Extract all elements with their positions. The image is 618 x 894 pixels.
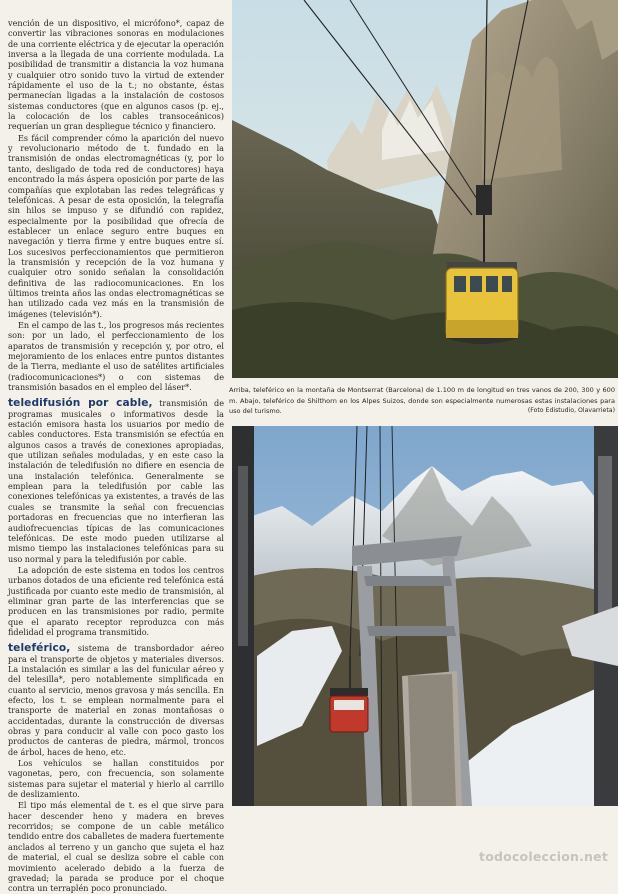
entry-text: transmisión de programas musicales o informativos desde la estación emisora hasta los usuarios por medio de cables conductores. Esta transmisión se efectúa en algunos casos a través de conexiones apropiadas, que utilizan señales moduladas, y en este caso la instalación de teledifusión no difiere en esencia de una instalación telefónica. Generalmente se emplean para la teledifusión por cable las conexiones telefónicas ya existentes, a través de las cuales se transmite la señal con frecuencias portadoras en frecuencias que no interfieran las audiofrecuencias típicas de las comunicaciones telefónicas. De este modo pueden utilizarse al mismo tiempo las instalaciones telefónicas para su uso normal y para la teledifusión por cable.: [8, 398, 225, 564]
photo-montserrat-cable-car: [232, 0, 618, 378]
entry-teledifusion: [8, 398, 224, 564]
watermark: todocoleccion.net: [479, 849, 608, 864]
article-paragraph: vención de un dispositivo, el micrófono*, capaz de convertir las vibraciones sonoras en modulaciones de una corriente eléctrica y de ejecutar la operación inversa a la llegada de una corriente modulada. La posibilidad de transmitir a distancia la voz humana y cualquier otro sonido tuvo la virtud de extender rápidamente el uso de la t.; no obstante, éstas permanecían ligadas a la instalación de costosos sistemas conductores (que en algunos casos (p. ej., la colocación de los cables transoceánicos) requerían un gran despliegue técnico y financiero.: [8, 18, 224, 132]
article-paragraph: La adopción de este sistema en todos los centros urbanos dotados de una eficiente red telefónica está justificada por cuanto este medio de transmisión, al eliminar gran parte de las interferencias que se producen en las transmisiones por radio, permite que el aparato receptor reproduzca con más fidelidad el programa transmitido.: [8, 564, 224, 637]
article-paragraph: En el campo de las t., los progresos más recientes son: por un lado, el perfeccionamiento de los aparatos de transmisión y recepción y, por otro, el mejoramiento de los enlaces entre puntos distantes de la Tierra, mediante el uso de satélites artificiales (radiocomunicaciones*) o con sistemas de transmisión basados en el empleo del láser*.: [8, 319, 224, 393]
caption-text: Arriba, teleférico en la montaña de Montserrat (Barcelona) de 1.100 m de longitud en tres vanos de 200, 300 y 600 m. Abajo, teleférico de Shilthorn en los Alpes Suizos, donde son especialmente numerosas estas instalaciones para uso del turismo.: [229, 386, 615, 415]
article-paragraph: El tipo más elemental de t. es el que sirve para hacer descender heno y madera en breves recorridos; se compone de un cable metálico tendido entre dos caballetes de madera fuertemente anclados al terreno y un gancho que sujeta el haz de material, el cual se desliza sobre el cable con movimiento acelerado debido a la fuerza de gravedad; la parada se produce por el choque contra un terraplén poco pronunciado.: [8, 800, 224, 894]
entry-text: sistema de transbordador aéreo para el transporte de objetos y materiales diversos. La instalación es similar a las del funicular aéreo y del telesilla*, pero notablemente simplificada en cuanto al servicio, menos gravosa y más sencilla. En efecto, los t. se emplean normalmente para el transporte de material en zonas montañosas o accidentadas, durante la construcción de diversas obras y para conducir al valle con poco gasto los productos de canteras de piedra, mármol, troncos de árbol, haces de heno, etc.: [8, 643, 224, 757]
photo-shilthorn-cable-car: [232, 426, 618, 806]
article-column: [8, 18, 225, 894]
headword-teledifusion: teledifusión por cable,: [8, 397, 153, 410]
entry-teleferico: [8, 643, 224, 757]
article-paragraph: Los vehículos se hallan constituidos por vagonetas, pero, con frecuencia, son solamente sistemas para sujetar el material y hierlo al carrillo de deslizamiento.: [8, 758, 224, 800]
photo-credit: (Foto Edistudio, Olavarrieta): [527, 407, 615, 414]
figure-caption: [229, 385, 615, 419]
headword-teleferico: teleférico,: [8, 642, 71, 655]
article-paragraph: Es fácil comprender cómo la aparición del nuevo y revolucionario método de t. fundado en la transmisión de ondas electromagnéticas (y, por lo tanto, desligado de toda red de conductores) haya encontrado la más áspera oposición por parte de las compañías que explotaban las redes telegráficas y telefónicas. A pesar de esta oposición, la telegrafía sin hilos se impuso y se difundió con rapidez, especialmente por la posibilidad que ofrecía de establecer un enlace seguro entre buques en navegación y tierra firme y entre buques entre sí. Los sucesivos perfeccionamientos que permitieron la transmisión y recepción de la voz humana y cualquier otro sonido señalan la consolidación definitiva de las radiocomunicaciones. En los últimos treinta años las ondas electromagnéticas se han utilizado cada vez más en la transmisión de imágenes (televisión*).: [8, 132, 224, 319]
